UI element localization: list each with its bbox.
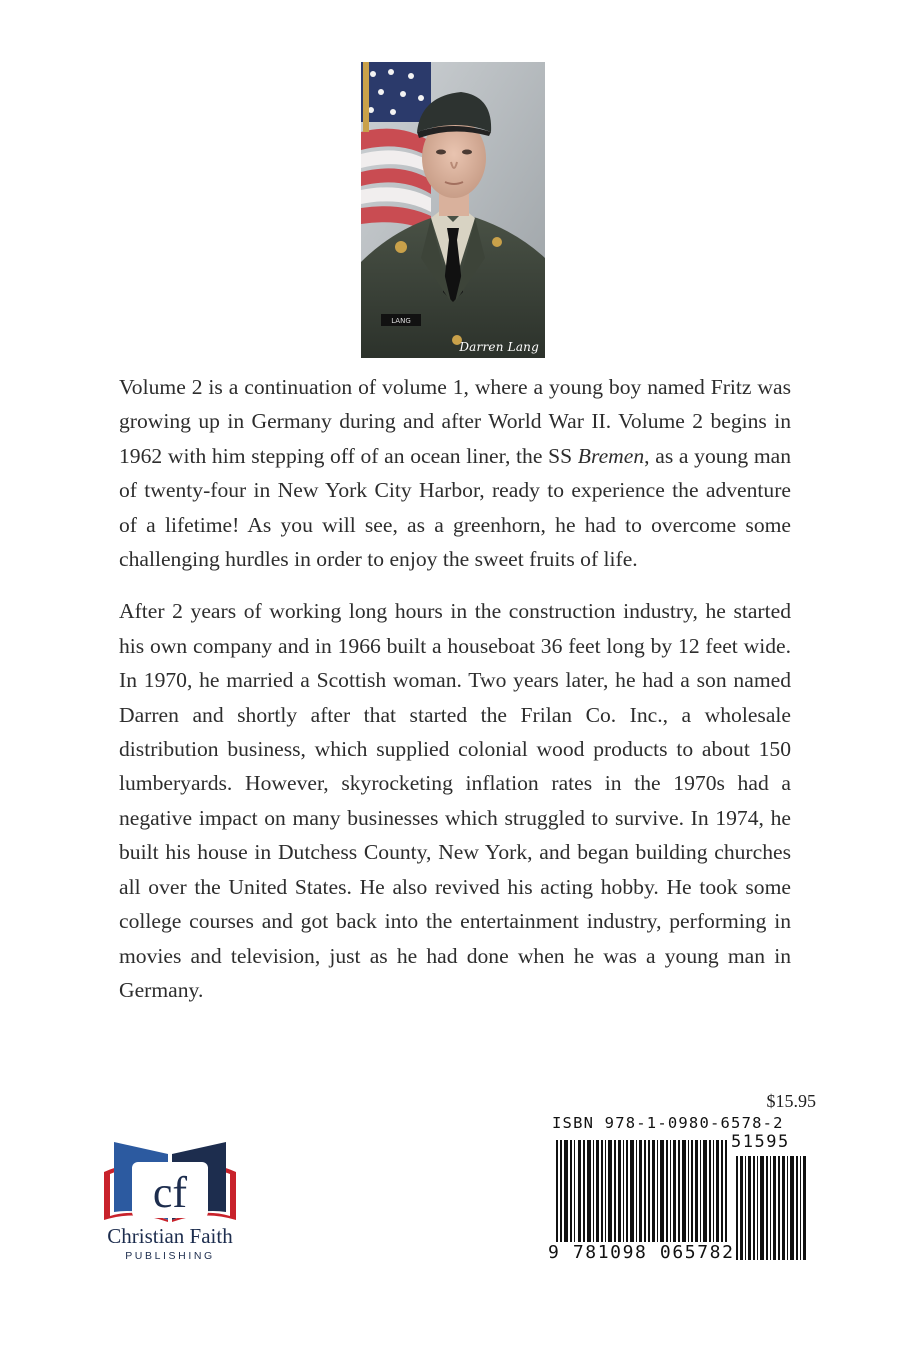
soldier-portrait-image [361,62,545,358]
para1-text-b: , as a young man of twenty-four in New York City Harbor, ready to experience the adventure of a lifetime! As you will see, as a greenhorn, he had to overcome some challenging hurdles in order to enjoy the sweet fruits of life. [119,443,791,572]
price-label: $15.95 [766,1091,816,1111]
publisher-logo [100,1136,240,1266]
para1-text-a: Volume 2 is a continuation of volume 1, where a young boy named Fritz was growing up in Germany during and after World War II. Volume 2 begins in 1962 with him stepping off of an ocean liner, the SS [119,375,791,468]
isbn-text: ISBN 978-1-0980-6578-2 [552,1114,784,1132]
photo-signature: Darren Lang [459,340,539,354]
barcode-ean-digits: 9 781098 065782 [548,1242,735,1263]
description-paragraph-2: After 2 years of working long hours in the construction industry, he started his own company and in 1966 built a houseboat 36 feet long by 12 feet wide. In 1970, he married a Scottish woman. Two years later, he had a son named Darren and shortly after that started the Frilan Co. Inc., a wholesale distribution business, which supplied colonial wood products to about 150 lumberyards. However, skyrocketing inflation rates in the 1970s had a negative impact on many businesses which struggled to survive. In 1974, he built his house in Dutchess County, New York, and began building churches all over the United States. He also revived his acting hobby. He took some college courses and got back into the entertainment industry, performing in movies and television, just as he had done when he was a young man in Germany. [119,599,791,1002]
open-book-icon [100,1136,240,1226]
ship-name: Bremen [577,443,645,468]
name-tag: LANG [391,317,411,325]
book-description [119,370,791,1025]
publisher-monogram: cf [152,1168,188,1217]
publisher-name: Christian Faith [107,1224,233,1248]
publisher-subtitle: PUBLISHING [125,1250,215,1262]
description-paragraph-1 [119,370,791,576]
barcode-addon-digits: 51595 [731,1132,790,1152]
author-photo [361,62,545,358]
